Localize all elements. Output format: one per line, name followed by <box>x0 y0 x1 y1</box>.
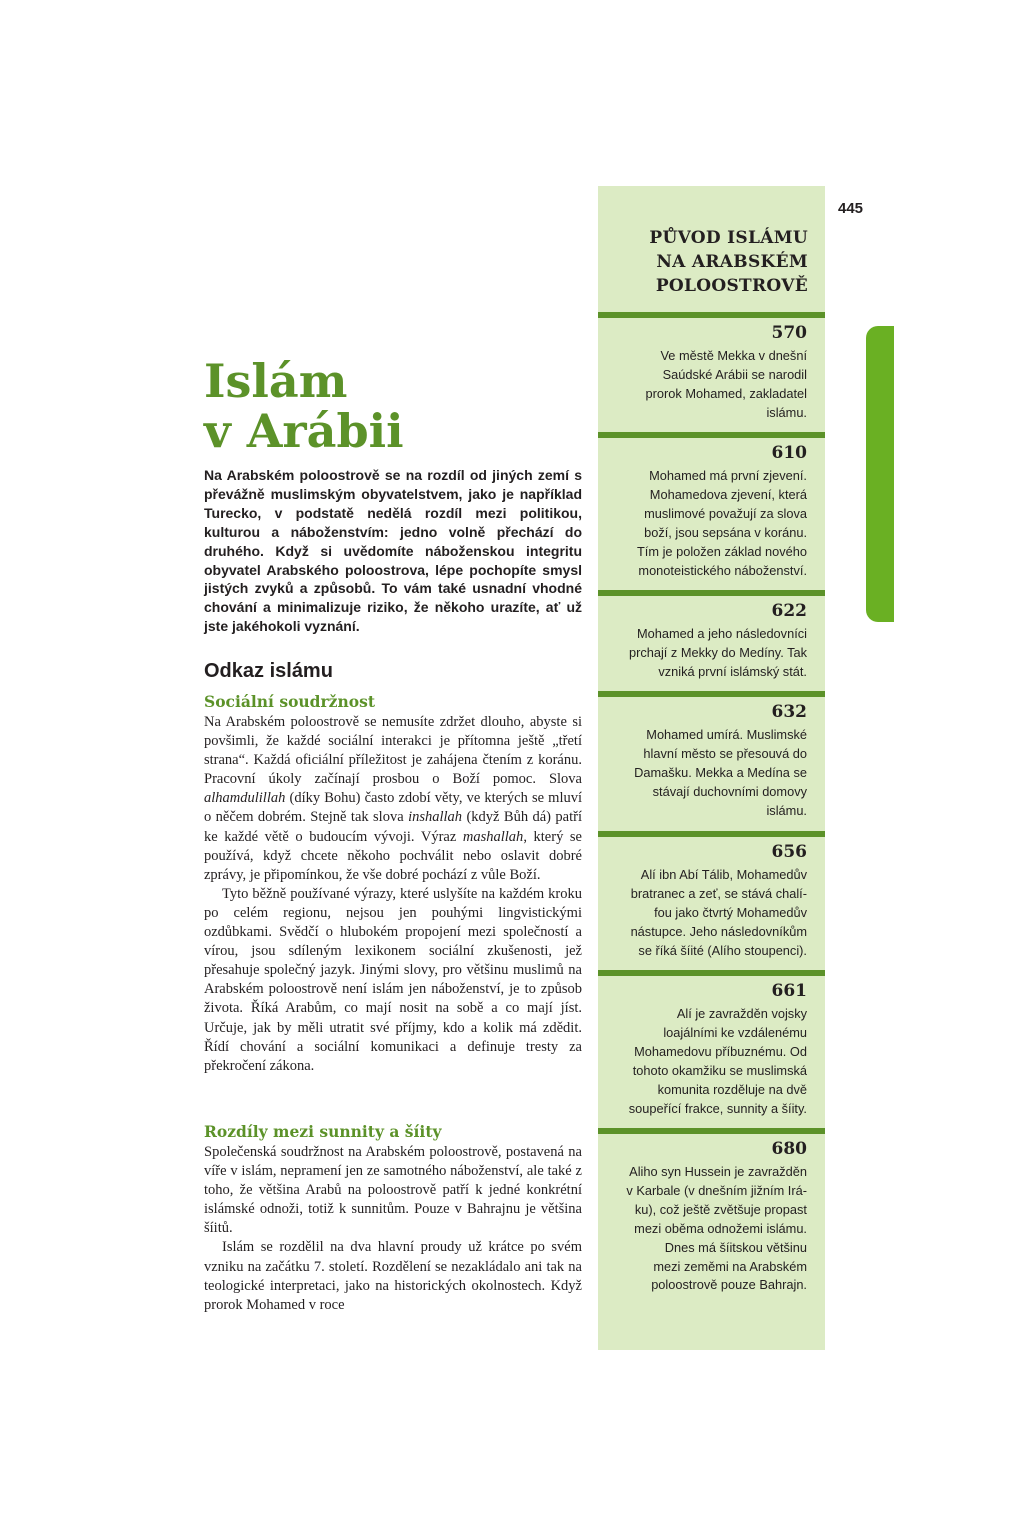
entry-line: bratranec a zeť, se stává chalí- <box>630 885 807 901</box>
timeline-year: 610 <box>771 443 807 463</box>
entry-line: Mohamed a jeho následovníci <box>636 626 807 641</box>
entry-line: vzniká první islámský stát. <box>658 663 807 679</box>
body-text-social-cohesion <box>204 713 582 1076</box>
entry-line: hlavní město se přesouvá do <box>643 745 807 761</box>
timeline-year: 661 <box>771 981 807 1001</box>
timeline-entry-text <box>598 726 825 821</box>
entry-line: Saúdské Arábii se narodil <box>662 366 807 382</box>
timeline-entry-text <box>598 866 825 961</box>
chapter-title-line-1: Islám <box>204 354 348 408</box>
subheading-social-cohesion: Sociální soudržnost <box>204 692 375 711</box>
entry-line: poloostrově pouze Bahrajn. <box>651 1277 807 1293</box>
intro-paragraph: Na Arabském poloostrově se na rozdíl od jiných zemí s převážně muslimským obyvatelstvem, jako je například Turecko, v podstatě nedělá rozdíl mezi politikou, kulturou a náboženstvím: jedno volně přechází do druhého. Když si uvědomíte náboženskou integritu obyvatel Arabského poloostrova, lépe pochopíte smysl jistých zvyků a způsobů. To vám také usnadní vhodné chování a minimalizuje riziko, že někoho urazíte, ať už jste jakéhokoli vyznání. <box>204 467 582 635</box>
subheading-sunni-shia: Rozdíly mezi sunnity a šíity <box>204 1122 442 1141</box>
entry-line: islámu. <box>766 802 807 818</box>
entry-line: Aliho syn Hussein je zavražděn <box>629 1164 807 1179</box>
timeline-entry-text <box>598 625 825 682</box>
entry-line: Mohamedova zjevení, která <box>649 486 807 502</box>
paragraph: Na Arabském poloostrově se nemusíte zdržet dlouho, abyste si povšimli, že každé sociální interakci je přítomna ještě „třetí strana“. Každá oficiální příležitost je zahájena čtením z koránu. Pracovní úkoly začínají prosbou o Boží pomoc. Slova alhamdulillah (díky Bohu) často zdobí věty, ve kterých se mluví o něčem dobrém. Stejně tak slova inshallah (když Bůh dá) patří ke každé větě o budoucím vývoji. Výraz mashallah, který se používá, když chcete někoho pochválit nebo oslavit dobré zprávy, je připomínkou, že vše dobré pochází z vůle Boží. <box>204 714 582 883</box>
entry-line: fou jako čtvrtý Mohamedův <box>654 904 807 920</box>
entry-line: v Karbale (v dnešním jižním Irá- <box>626 1182 807 1198</box>
paragraph: Islám se rozdělil na dva hlavní proudy už krátce po svém vzniku na začátku 7. století. Rozdělení se nezakládalo ani tak na teologické interpretaci, jako na historických okolnostech. Když prorok Mohamed v roce <box>204 1239 582 1313</box>
timeline-entry-656 <box>598 831 825 961</box>
timeline-entry-text <box>598 347 825 423</box>
foreign-term: alhamdulillah <box>204 790 286 807</box>
entry-line: Tím je položen základ nového <box>636 543 807 559</box>
timeline-title-line: NA ARABSKÉM <box>656 252 808 272</box>
foreign-term: inshallah <box>408 809 463 826</box>
timeline-entry-622 <box>598 590 825 682</box>
entry-line: soupeřící frakce, sunnity a šíity. <box>628 1100 807 1116</box>
entry-line: Damašku. Mekka a Medína se <box>634 764 807 780</box>
entry-line: islámu. <box>766 404 807 420</box>
entry-line: loajálními ke vzdálenému <box>663 1024 807 1040</box>
entry-line: Ve městě Mekka v dnešní <box>660 348 807 363</box>
entry-line: komunita rozděluje na dvě <box>657 1081 807 1097</box>
entry-line: stávají duchovními domovy <box>652 783 807 799</box>
entry-line: monoteistického náboženství. <box>638 562 807 578</box>
entry-line: Alí ibn Abí Tálib, Mohamedův <box>640 867 807 882</box>
timeline-entry-text <box>598 1163 825 1295</box>
timeline-entry-632 <box>598 691 825 821</box>
entry-line: Mohamedovu příbuznému. Od <box>634 1043 807 1059</box>
timeline-entry-text <box>598 1005 825 1118</box>
entry-line: Mohamed má první zjevení. <box>649 468 807 483</box>
timeline-year: 632 <box>771 702 807 722</box>
timeline-year: 656 <box>771 842 807 862</box>
entry-line: mezi zeměmi na Arabském <box>653 1258 807 1274</box>
timeline-entry-680 <box>598 1128 825 1295</box>
section-heading: Odkaz islámu <box>204 660 333 682</box>
timeline-sidebar <box>598 186 825 1350</box>
timeline-year: 622 <box>771 601 807 621</box>
chapter-title <box>204 356 404 456</box>
entry-line: ku), což ještě zvětšuje propast <box>634 1201 807 1217</box>
entry-line: mezi oběma odnožemi islámu. <box>634 1220 807 1236</box>
entry-line: Dnes má šíitskou většinu <box>664 1239 807 1255</box>
entry-line: prchají z Mekky do Medíny. Tak <box>628 644 807 660</box>
chapter-thumb-tab <box>866 326 894 622</box>
timeline-entry-661 <box>598 970 825 1118</box>
foreign-term: mashallah <box>462 828 524 845</box>
timeline-year: 680 <box>771 1139 807 1159</box>
body-text-sunni-shia <box>204 1143 582 1315</box>
timeline-title <box>598 226 808 298</box>
timeline-entry-text <box>598 467 825 580</box>
entry-line: nástupce. Jeho následovníkům <box>630 923 807 939</box>
timeline-title-line: POLOOSTROVĚ <box>655 276 808 296</box>
timeline-entry-570 <box>598 312 825 423</box>
paragraph: Tyto běžně používané výrazy, které uslyšíte na každém kroku po celém regionu, nejsou jen pouhými lingvistickými ozdůbkami. Svědčí o hlubokém propojení mezi společností a vírou, jsou sdíleným lexikonem sociální zkušenosti, jež přesahuje společný jazyk. Jinými slovy, pro většinu muslimů na Arabském poloostrově není islám jen náboženství, je to způsob života. Říká Arabům, co mají nosit na sobě a co mají jíst. Určuje, jak by měli utratit své příjmy, kdo a kolik má zdědit. Řídí chování a sociální komunikaci a definuje tresty za překročení zákona. <box>204 885 582 1074</box>
entry-line: boží, jsou sepsána v koránu. <box>644 524 807 540</box>
entry-line: Alí je zavražděn vojsky <box>676 1006 807 1021</box>
timeline-year: 570 <box>771 323 807 343</box>
paragraph: Společenská soudržnost na Arabském poloostrově, postavená na víře v islám, nepramení jen ze samotného náboženství, ale také z toho, že většina Arabů na poloostrově patří k jedné konkrétní islámské odnoži, totiž k sunnitům. Pouze v Bahrajnu je většina šíitů. <box>204 1144 582 1237</box>
page-number: 445 <box>838 200 864 217</box>
entry-line: Mohamed umírá. Muslimské <box>646 727 807 742</box>
entry-line: prorok Mohamed, zakladatel <box>645 385 807 401</box>
entry-line: se říká šíité (Alího stoupenci). <box>638 942 807 958</box>
entry-line: tohoto okamžiku se muslimská <box>632 1062 807 1078</box>
timeline-title-line: PŮVOD ISLÁMU <box>649 228 808 248</box>
entry-line: muslimové považují za slova <box>644 505 807 521</box>
timeline-entry-610 <box>598 432 825 580</box>
chapter-title-line-2: v Arábii <box>204 404 404 458</box>
